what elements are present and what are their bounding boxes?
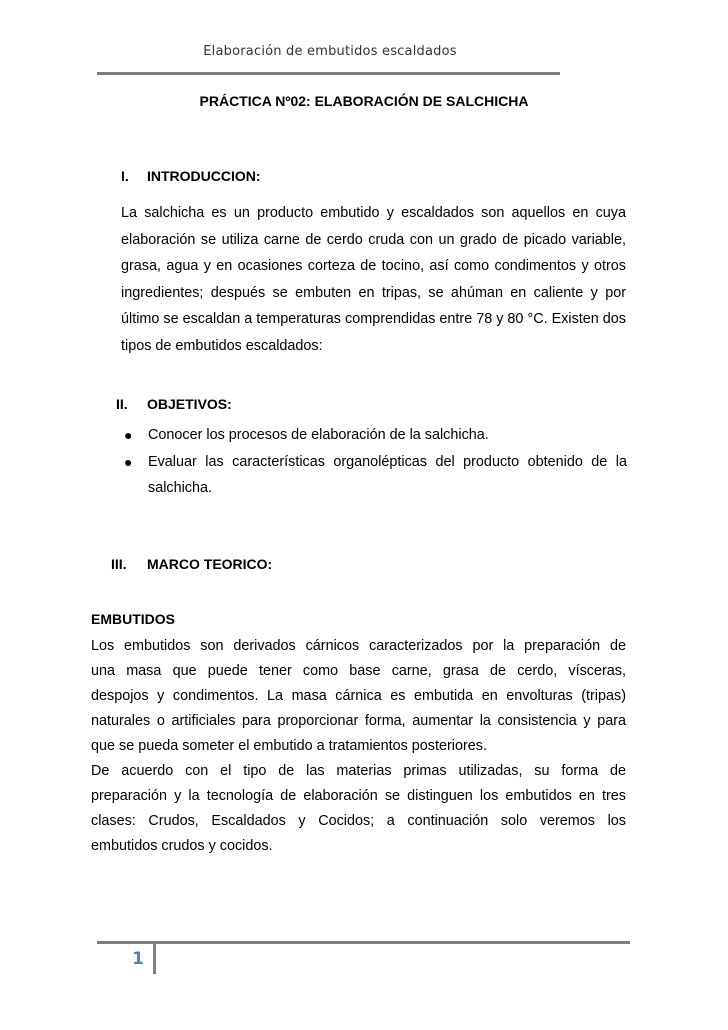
section-objectives-heading — [116, 396, 516, 416]
section-intro-label: INTRODUCCION: — [147, 168, 261, 184]
objective-text: salchicha. — [148, 480, 212, 496]
section-intro-heading — [121, 168, 521, 188]
objectives-list — [115, 422, 627, 502]
embutidos-line: De acuerdo con el tipo de las materias primas utilizadas, su forma de — [91, 763, 626, 779]
embutidos-line: que se pueda someter el embutido a tratamientos posteriores. — [91, 738, 487, 754]
intro-line: grasa, agua y en ocasiones corteza de tocino, así como condimentos y otros — [121, 258, 626, 274]
embutidos-line: clases: Crudos, Escaldados y Cocidos; a continuación solo veremos los — [91, 813, 626, 829]
footer-divider — [97, 941, 630, 944]
embutidos-line: naturales o artificiales para proporcionar forma, aumentar la consistencia y para — [91, 713, 626, 729]
section-theory-heading — [111, 556, 511, 576]
intro-line: ingredientes; después se embuten en tripas, se ahúman en caliente y por — [121, 284, 626, 301]
page-number: 1 — [132, 949, 144, 969]
intro-line: último se escaldan a temperaturas comprendidas entre 78 y 80 °C. Existen dos — [121, 311, 626, 327]
list-item — [115, 422, 627, 449]
embutidos-heading: EMBUTIDOS — [91, 611, 175, 627]
section-theory-label: MARCO TEORICO: — [147, 556, 273, 572]
list-item — [115, 449, 627, 502]
footer-vertical-divider — [153, 944, 156, 974]
embutidos-paragraph — [91, 634, 626, 859]
running-header-title: Elaboración de embutidos escaldados — [203, 44, 457, 59]
intro-line: elaboración se utiliza carne de cerdo cruda con un grado de picado variable, — [121, 231, 626, 248]
embutidos-line: despojos y condimentos. La masa cárnica es embutida en envolturas (tripas) — [91, 688, 626, 704]
embutidos-line: preparación y la tecnología de elaboración se distinguen los embutidos en tres — [91, 788, 626, 804]
bullet-icon: ● — [124, 453, 133, 470]
embutidos-line: una masa que puede tener como base carne, grasa de cerdo, vísceras, — [91, 663, 626, 679]
section-intro-number: I. — [121, 168, 129, 184]
embutidos-line: embutidos crudos y cocidos. — [91, 838, 273, 854]
section-objectives-label: OBJETIVOS: — [147, 396, 232, 412]
intro-line: tipos de embutidos escaldados: — [121, 337, 323, 354]
objective-text: Evaluar las características organolépticas del producto obtenido de la — [148, 453, 627, 470]
document-title: PRÁCTICA Nº02: ELABORACIÓN DE SALCHICHA — [199, 93, 529, 109]
intro-line: La salchicha es un producto embutido y escaldados son aquellos en cuya — [121, 205, 626, 221]
bullet-icon: ● — [124, 427, 133, 443]
embutidos-line: Los embutidos son derivados cárnicos caracterizados por la preparación de — [91, 638, 626, 654]
intro-paragraph — [121, 200, 626, 359]
section-theory-number: III. — [111, 556, 127, 572]
objective-text: Conocer los procesos de elaboración de la salchicha. — [148, 427, 489, 443]
section-objectives-number: II. — [116, 396, 128, 412]
header-divider — [97, 72, 560, 75]
